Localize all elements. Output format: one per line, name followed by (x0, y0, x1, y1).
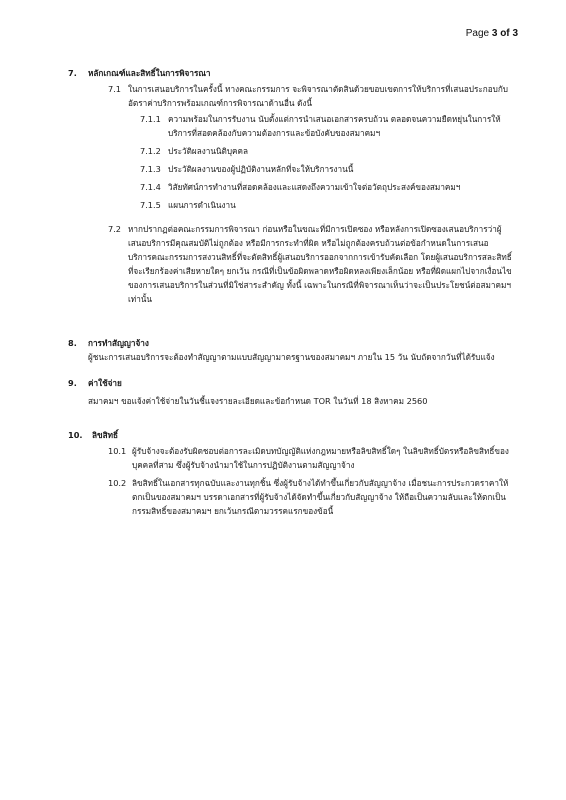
item-number: 7.1.1 (140, 114, 161, 124)
item-7-1 (68, 82, 512, 110)
item-text: ประวัติผลงานนิติบุคคล (168, 146, 248, 156)
item-number: 7.1.5 (140, 200, 161, 210)
item-7-1-3 (68, 162, 512, 176)
page-label: Page (465, 28, 490, 39)
section-number: 8. (68, 338, 77, 348)
item-text: ประวัติผลงานของผู้ปฏิบัติงานหลักที่จะให้บริการงานนี้ (168, 164, 354, 174)
item-7-1-4 (68, 180, 512, 194)
section-8-heading (68, 336, 512, 350)
section-title: การทำสัญญาจ้าง (88, 338, 149, 348)
section-number: 7. (68, 68, 77, 78)
item-7-1-5 (68, 198, 512, 212)
item-text: วิสัยทัศน์การทำงานที่สอดคล้องและแสดงถึงความเข้าใจต่อวัตถุประสงค์ของสมาคมฯ (168, 182, 461, 192)
section-7 (68, 66, 512, 306)
item-text: ความพร้อมในการรับงาน นับตั้งแต่การนำเสนอเอกสารครบถ้วน ตลอดจนความยืดหยุ่นในการให้บริการที่สอดคล้องกับความต้องการและข้อบังคับของสมาคมฯ (168, 114, 501, 138)
section-10-heading (68, 428, 512, 442)
item-text: ผู้รับจ้างจะต้องรับผิดชอบต่อการละเมิดบทบัญญัติแห่งกฎหมายหรือลิขสิทธิ์ใดๆ ในลิขสิทธิ์บัตรหรือลิขสิทธิ์ของบุคคลที่สาม ซึ่งผู้รับจ้างนำมาใช้ในการปฏิบัติงานตามสัญญาจ้าง (132, 446, 509, 470)
item-text: หากปรากฏต่อคณะกรรมการพิจารณา ก่อนหรือในขณะที่มีการเปิดซอง หรือหลังการเปิดซองเสนอบริการว่าผู้เสนอบริการมีคุณสมบัติไม่ถูกต้อง หรือมีการกระทำที่ผิด หรือไม่ถูกต้องครบถ้วนต่อข้อกำหนดในการเสนอบริการคณะกรรมการสงวนสิทธิ์ที่จะตัดสิทธิ์ผู้เสนอบริการออกจากการเข้ารับคัดเลือก โดยผู้เสนอบริการสละสิทธิ์ที่จะเรียกร้องค่าเสียหายใดๆ ยกเว้น กรณีที่เป็นข้อผิดพลาดหรือผิดหลงเพียงเล็กน้อย หรือที่ผิดแผกไปจากเงื่อนไขของการเสนอบริการในส่วนที่มิใช่สาระสำคัญ ทั้งนี้ เฉพาะในกรณีที่พิจารณาเห็นว่าจะเป็นประโยชน์ต่อสมาคมฯเท่านั้น (128, 224, 512, 304)
item-number: 10.1 (108, 446, 127, 456)
section-title: ค่าใช้จ่าย (88, 378, 122, 388)
section-number: 10. (68, 430, 83, 440)
item-number: 7.2 (108, 224, 122, 234)
page-number (466, 28, 518, 39)
section-7-heading (68, 66, 512, 80)
section-8 (68, 336, 512, 364)
page-total: 3 (512, 28, 518, 39)
item-7-2 (68, 222, 512, 306)
item-10-2 (68, 476, 512, 518)
item-10-1 (68, 444, 512, 472)
page-of: of (500, 28, 510, 39)
item-number: 7.1.3 (140, 164, 161, 174)
item-7-1-2 (68, 144, 512, 158)
item-7-1-1 (68, 112, 512, 140)
item-number: 10.2 (108, 478, 127, 488)
item-text: ลิขสิทธิ์ในเอกสารทุกฉบับและงานทุกชิ้น ซึ่งผู้รับจ้างได้ทำขึ้นเกี่ยวกับสัญญาจ้าง เมื่อชนะการประกวดราคาให้ตกเป็นของสมาคมฯ บรรดาเอกสารที่ผู้รับจ้างได้จัดทำขึ้นเกี่ยวกับสัญญาจ้าง ให้ถือเป็นความลับและให้ตกเป็นกรรมสิทธิ์ของสมาคมฯ ยกเว้นกรณีตามวรรคแรกของข้อนี้ (132, 478, 509, 516)
item-text: ในการเสนอบริการในครั้งนี้ ทางคณะกรรมการ จะพิจารณาตัดสินด้วยขอบเขตการให้บริการที่เสนอประกอบกับอัตราค่าบริการพร้อมเกณฑ์การพิจารณาด้านอื่น ดังนี้ (128, 84, 508, 108)
item-text: แผนการดำเนินงาน (168, 200, 236, 210)
section-10 (68, 428, 512, 518)
item-number: 7.1 (108, 84, 122, 94)
section-9 (68, 376, 512, 408)
item-number: 7.1.2 (140, 146, 161, 156)
page-current: 3 (491, 28, 498, 39)
section-title: ลิขสิทธิ์ (92, 430, 119, 440)
section-9-heading (68, 376, 512, 390)
section-8-text: ผู้ชนะการเสนอบริการจะต้องทำสัญญาตามแบบสัญญามาตรฐานของสมาคมฯ ภายใน 15 วัน นับถัดจากวันที่ได้รับแจ้ง (88, 352, 495, 362)
section-9-text: สมาคมฯ ขอแจ้งค่าใช้จ่ายในวันชี้แจงรายละเอียดและข้อกำหนด TOR ในวันที่ 18 สิงหาคม 2560 (88, 396, 428, 406)
item-number: 7.1.4 (140, 182, 161, 192)
section-title: หลักเกณฑ์และสิทธิ์ในการพิจารณา (88, 68, 211, 78)
section-number: 9. (68, 378, 77, 388)
document-body (68, 66, 512, 518)
